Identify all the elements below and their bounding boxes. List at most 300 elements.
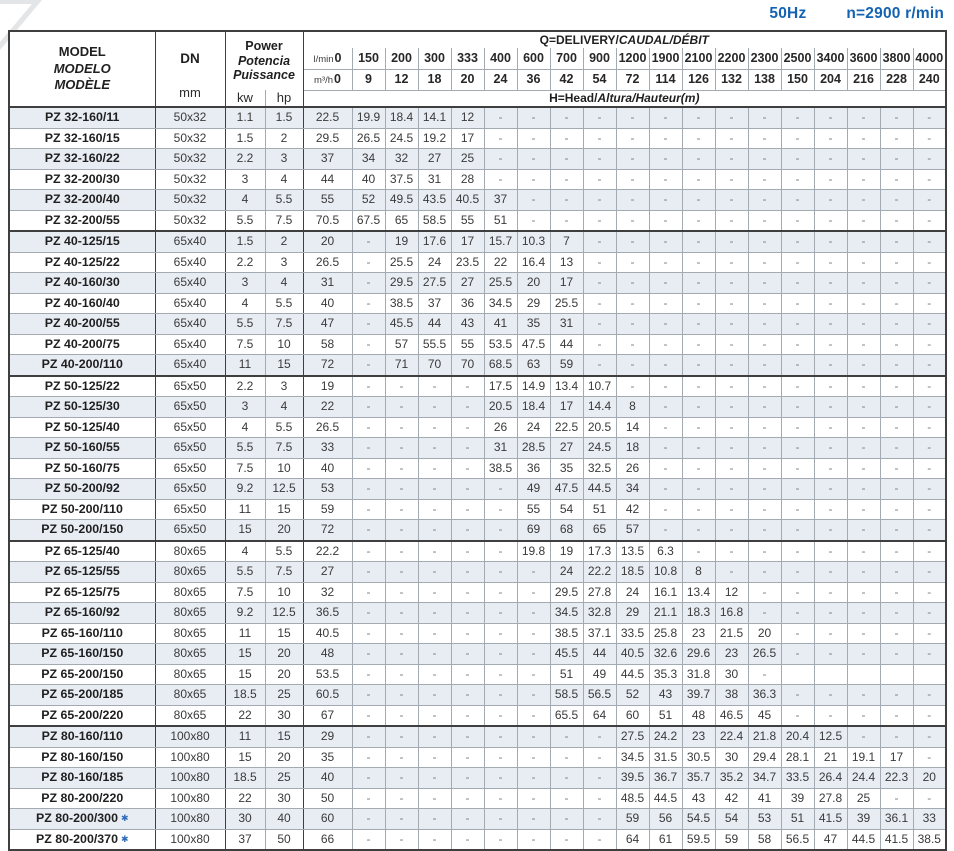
model-name: PZ 40-200/110 [41,357,123,372]
table-row [9,788,946,809]
head-value-cell: - [583,128,616,149]
head-value-cell: - [352,788,385,809]
head-value-cell: - [748,664,781,685]
head-value-cell: 58 [303,334,352,355]
head-value-cell: 23 [682,623,715,644]
head-value-cell: 44 [418,314,451,335]
head-value-cell: - [682,355,715,376]
head-value-cell: - [682,520,715,541]
head-value-cell: - [748,458,781,479]
head-value-cell: - [649,107,682,128]
head-value-cell: 47 [814,829,847,850]
dn-cell: 65x50 [155,438,225,459]
head-value-cell: 51 [550,664,583,685]
model-name: PZ 32-200/30 [44,171,120,186]
head-value-cell: 16.8 [715,603,748,624]
head-value-cell: - [418,747,451,768]
head-value-cell: - [484,541,517,562]
head-value-cell: - [385,541,418,562]
head-value-cell: - [814,541,847,562]
frequency-label: 50Hz [769,5,807,22]
head-value-cell: - [682,231,715,252]
hp-cell: 7.5 [265,210,303,231]
head-value-cell: - [913,273,946,294]
dn-cell: 100x80 [155,788,225,809]
dn-cell: 65x40 [155,314,225,335]
head-value-cell: 42 [715,788,748,809]
head-value-cell: 57 [616,520,649,541]
head-value-cell: 35 [517,314,550,335]
dn-cell: 80x65 [155,562,225,583]
head-value-cell: 58 [748,829,781,850]
dn-cell: 80x65 [155,623,225,644]
head-value-cell: - [781,417,814,438]
head-value-cell: 17 [451,128,484,149]
head-value-cell: - [781,438,814,459]
head-value-cell: - [649,499,682,520]
head-header [303,90,946,107]
flow-m3h-cell: 20 [451,69,484,90]
table-row [9,499,946,520]
head-value-cell: 34.5 [484,293,517,314]
head-value-cell: 20.4 [781,726,814,747]
kw-cell: 15 [225,747,265,768]
head-value-cell: 19.9 [352,107,385,128]
head-value-cell: - [814,479,847,500]
head-value-cell: - [616,273,649,294]
head-value-cell: 58.5 [418,210,451,231]
head-value-cell: - [847,417,880,438]
hp-cell: 5.5 [265,417,303,438]
head-value-cell: - [847,334,880,355]
head-value-cell: - [847,458,880,479]
dn-cell: 50x32 [155,169,225,190]
model-cell [9,541,155,562]
head-value-cell: - [583,809,616,830]
head-value-cell: - [682,334,715,355]
flow-m3h-cell: 54 [583,69,616,90]
head-value-cell: - [781,520,814,541]
head-value-cell: - [880,169,913,190]
kw-cell: 37 [225,829,265,850]
flow-m3h-cell: 150 [781,69,814,90]
head-value-cell: - [847,644,880,665]
head-value-cell: - [913,355,946,376]
head-value-cell: - [880,582,913,603]
head-value-cell: - [517,768,550,789]
flow-lmin-cell: 1900 [649,48,682,69]
head-value-cell: - [748,314,781,335]
head-value-cell: - [418,562,451,583]
head-value-cell: 10.3 [517,231,550,252]
head-value-cell: - [814,273,847,294]
head-value-cell: - [583,726,616,747]
head-value-cell: - [913,623,946,644]
head-value-cell: 51 [583,499,616,520]
model-name: PZ 40-160/40 [44,295,120,310]
head-value-cell: - [913,252,946,273]
model-cell [9,562,155,583]
head-value-cell: - [715,562,748,583]
head-value-cell: 49 [517,479,550,500]
table-row [9,334,946,355]
head-value-cell: 47 [303,314,352,335]
head-value-cell: - [649,355,682,376]
head-value-cell: 44.5 [847,829,880,850]
head-value-cell: 48.5 [616,788,649,809]
head-value-cell: 59.5 [682,829,715,850]
head-value-cell: 60.5 [303,685,352,706]
head-value-cell: - [847,376,880,397]
head-value-cell: - [715,231,748,252]
head-value-cell: - [484,788,517,809]
head-value-cell: 16.1 [649,582,682,603]
model-name: PZ 50-200/150 [41,522,124,537]
head-value-cell: - [913,458,946,479]
head-value-cell: 22.4 [715,726,748,747]
head-value-cell: - [682,149,715,170]
head-value-cell: - [913,293,946,314]
head-value-cell: - [781,562,814,583]
head-value-cell: - [715,128,748,149]
head-value-cell: - [517,582,550,603]
model-name: PZ 40-200/75 [44,336,120,351]
head-value-cell: - [913,210,946,231]
head-value-cell: - [550,768,583,789]
head-value-cell: 19 [303,376,352,397]
dn-cell: 50x32 [155,190,225,211]
dn-cell: 65x50 [155,458,225,479]
head-value-cell: - [880,726,913,747]
head-value-cell: - [847,438,880,459]
head-value-cell: 44.5 [616,664,649,685]
dn-cell: 100x80 [155,726,225,747]
head-value-cell: - [385,768,418,789]
table-row [9,417,946,438]
head-value-cell: 13.4 [682,582,715,603]
head-value-cell: 37.1 [583,623,616,644]
head-value-cell: - [814,438,847,459]
head-value-cell: - [880,314,913,335]
head-value-cell: - [682,107,715,128]
dn-cell: 65x40 [155,355,225,376]
flow-lmin-cell: 3800 [880,48,913,69]
head-value-cell: - [814,149,847,170]
flow-lmin-cell-value: 0 [334,50,342,65]
head-value-cell: 41.5 [814,809,847,830]
dn-cell: 65x50 [155,499,225,520]
m3h-unit-label: m³/h [314,74,334,86]
head-value-cell: 28.5 [517,438,550,459]
table-row [9,376,946,397]
head-value-cell: - [550,747,583,768]
head-value-cell: - [583,149,616,170]
model-cell [9,355,155,376]
head-value-cell: 18 [616,438,649,459]
kw-cell: 3 [225,169,265,190]
table-row [9,726,946,747]
head-value-cell: - [748,128,781,149]
head-value-cell: - [814,397,847,418]
flow-lmin-cell: 400 [484,48,517,69]
model-name: PZ 50-125/30 [44,399,120,414]
head-value-cell: 8 [616,397,649,418]
head-value-cell: - [451,417,484,438]
head-value-cell: - [649,520,682,541]
head-value-cell: 36.3 [748,685,781,706]
hp-cell: 12.5 [265,603,303,624]
kw-cell: 4 [225,293,265,314]
head-value-cell: 39 [847,809,880,830]
head-value-cell: - [352,685,385,706]
head-value-cell: - [715,541,748,562]
head-value-cell: 60 [616,705,649,726]
head-value-cell: - [451,664,484,685]
table-row [9,623,946,644]
head-value-cell: - [451,438,484,459]
model-cell [9,829,155,850]
head-value-cell: - [616,355,649,376]
dn-cell: 80x65 [155,582,225,603]
head-value-cell: 17 [880,747,913,768]
head-value-cell: - [814,644,847,665]
head-value-cell: - [847,541,880,562]
head-value-cell: 40 [352,169,385,190]
head-value-cell [847,664,880,685]
head-value-cell: - [583,231,616,252]
model-cell [9,210,155,231]
head-value-cell: - [352,334,385,355]
head-value-cell: 55.5 [418,334,451,355]
head-value-cell: - [880,334,913,355]
kw-cell: 22 [225,788,265,809]
head-value-cell: - [616,314,649,335]
head-value-cell: - [451,726,484,747]
head-value-cell: - [418,726,451,747]
head-value-cell: - [748,603,781,624]
head-value-cell: 29.4 [748,747,781,768]
head-value-cell: - [880,231,913,252]
flow-lmin-cell: 700 [550,48,583,69]
head-value-cell: 46.5 [715,705,748,726]
head-value-cell: - [550,169,583,190]
head-value-cell: 29.5 [303,128,352,149]
model-name: PZ 32-200/55 [44,212,120,227]
head-value-cell: 48 [303,644,352,665]
head-value-cell: - [418,788,451,809]
head-value-cell: - [748,107,781,128]
head-value-cell: 25.5 [484,273,517,294]
head-value-cell: - [814,128,847,149]
head-value-cell: - [781,169,814,190]
head-value-cell: - [352,623,385,644]
kw-cell: 3 [225,273,265,294]
head-value-cell: - [748,334,781,355]
head-value-cell: - [814,190,847,211]
head-value-cell: 27.8 [583,582,616,603]
head-value-cell: - [682,499,715,520]
head-value-cell: - [715,520,748,541]
head-value-cell: - [715,355,748,376]
head-value-cell: 47.5 [550,479,583,500]
head-value-cell: - [715,499,748,520]
head-value-cell: 53 [303,479,352,500]
head-value-cell: - [517,685,550,706]
model-name: PZ 65-160/150 [41,646,124,661]
head-value-cell: 24.5 [583,438,616,459]
table-row [9,397,946,418]
model-name: PZ 65-125/40 [44,543,120,558]
head-value-cell: - [913,334,946,355]
head-value-cell: - [517,664,550,685]
head-value-cell: 18.4 [517,397,550,418]
hp-cell: 5.5 [265,541,303,562]
head-value-cell: 39.7 [682,685,715,706]
head-value-cell: 54 [715,809,748,830]
dn-cell: 65x50 [155,417,225,438]
head-value-cell: - [913,314,946,335]
head-value-cell: - [484,685,517,706]
head-value-cell: - [682,293,715,314]
head-value-cell: 57 [385,334,418,355]
head-value-cell: - [781,541,814,562]
head-value-cell: 14.4 [583,397,616,418]
head-value-cell: 55 [451,210,484,231]
head-value-cell: - [484,479,517,500]
dn-cell: 80x65 [155,603,225,624]
head-value-cell: - [715,438,748,459]
head-value-cell: - [880,190,913,211]
table-row [9,664,946,685]
dn-cell: 65x40 [155,334,225,355]
head-value-cell: 28 [451,169,484,190]
head-value-cell: 25 [451,149,484,170]
head-value-cell: 12 [451,107,484,128]
head-value-cell: - [748,562,781,583]
head-value-cell: - [748,417,781,438]
hp-cell: 4 [265,169,303,190]
head-value-cell: - [550,829,583,850]
head-value-cell: - [352,231,385,252]
head-value-cell: - [451,520,484,541]
head-value-cell: - [715,149,748,170]
flow-lmin-cell: 2300 [748,48,781,69]
head-value-cell: - [385,829,418,850]
head-value-cell: 20 [913,768,946,789]
head-value-cell: - [748,231,781,252]
power-label-es: Potencia [237,53,291,68]
head-value-cell: - [616,149,649,170]
head-value-cell: - [847,169,880,190]
head-value-cell: - [385,499,418,520]
head-value-cell: - [649,479,682,500]
dn-cell: 65x40 [155,252,225,273]
hp-cell: 10 [265,582,303,603]
head-value-cell: - [781,644,814,665]
head-value-cell: 10.8 [649,562,682,583]
head-value-cell: - [715,210,748,231]
head-value-cell: - [682,438,715,459]
head-value-cell: 70 [418,355,451,376]
head-value-cell: 55 [517,499,550,520]
head-value-cell: 36.5 [303,603,352,624]
head-value-cell: 17.3 [583,541,616,562]
head-value-cell: - [649,314,682,335]
dn-unit-label: mm [179,85,201,100]
table-row [9,541,946,562]
head-value-cell: 40.5 [303,623,352,644]
head-value-cell: - [880,623,913,644]
kw-cell: 22 [225,705,265,726]
dn-cell: 50x32 [155,107,225,128]
model-cell [9,809,155,830]
head-value-cell: - [352,438,385,459]
head-value-cell: 34.7 [748,768,781,789]
head-value-cell: - [880,458,913,479]
head-value-cell: - [847,726,880,747]
model-cell [9,252,155,273]
head-value-cell: - [616,252,649,273]
head-value-cell: - [616,107,649,128]
head-value-cell: - [385,603,418,624]
head-value-cell: - [748,169,781,190]
head-value-cell: 68 [550,520,583,541]
kw-cell: 11 [225,623,265,644]
head-value-cell: - [352,541,385,562]
head-value-cell: - [880,644,913,665]
hp-cell: 15 [265,499,303,520]
head-value-cell: - [616,293,649,314]
dn-cell: 80x65 [155,541,225,562]
head-value-cell: - [748,293,781,314]
head-value-cell: - [682,252,715,273]
head-value-cell: - [682,541,715,562]
head-value-cell: - [913,479,946,500]
head-value-cell: - [913,438,946,459]
head-value-cell: 19.1 [847,747,880,768]
table-row [9,190,946,211]
head-value-cell: 44 [583,644,616,665]
kw-unit-header: kw [225,90,265,107]
head-value-cell: - [451,768,484,789]
head-value-cell: - [880,520,913,541]
head-value-cell: - [418,664,451,685]
head-value-cell: 69 [517,520,550,541]
head-value-cell: - [385,417,418,438]
asterisk-marker: ✱ [120,814,129,825]
model-name: PZ 50-160/55 [44,440,120,455]
head-value-cell: - [418,520,451,541]
model-label-es: MODELO [53,60,111,76]
flow-lmin-cell: 2500 [781,48,814,69]
head-value-cell: - [682,458,715,479]
dn-cell: 65x40 [155,273,225,294]
head-value-cell: - [913,231,946,252]
head-value-cell: 51 [781,809,814,830]
hp-cell: 30 [265,705,303,726]
head-value-cell: 29.5 [385,273,418,294]
head-value-cell: 53.5 [484,334,517,355]
head-value-cell: - [682,210,715,231]
head-value-cell: - [352,417,385,438]
kw-cell: 11 [225,499,265,520]
head-value-cell: - [517,107,550,128]
head-value-cell: 20 [517,273,550,294]
kw-cell: 7.5 [225,582,265,603]
model-name: PZ 65-200/220 [41,707,124,722]
head-value-cell: - [781,479,814,500]
head-value-cell: 31.5 [649,747,682,768]
